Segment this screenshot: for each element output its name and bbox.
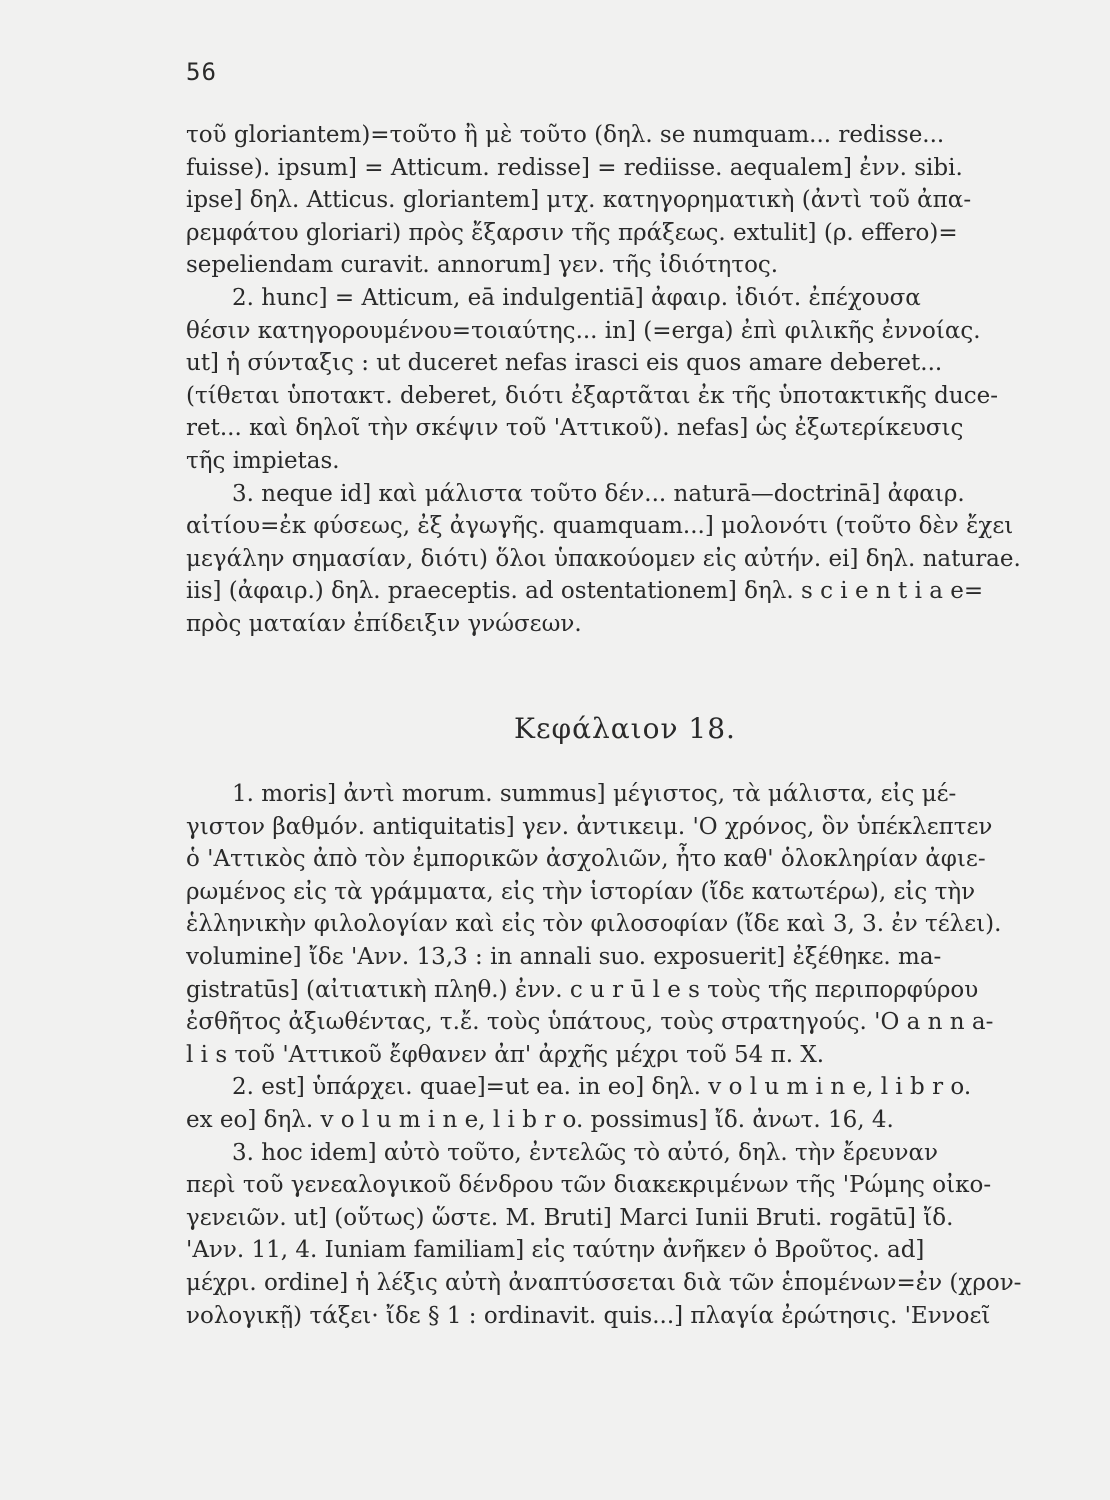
text-line: sepeliendam curavit. annorum] γεν. τῆς ἰδιότητος. bbox=[186, 252, 779, 279]
commentary-section-18 bbox=[186, 778, 1046, 1332]
text-line: τοῦ gloriantem)=τοῦτο ἢ μὲ τοῦτο (δηλ. se numquam... redisse... bbox=[186, 122, 945, 148]
page-number: 56 bbox=[186, 58, 217, 86]
text-line: νολογικῇ) τάξει· ἴδε § 1 : ordinavit. quis...] πλαγία ἐρώτησις. 'Εννοεῖ bbox=[186, 1302, 991, 1329]
text-line: 'Ανν. 11, 4. Iuniam familiam] εἰς ταύτην ἀνῆκεν ὁ Βροῦτος. ad] bbox=[186, 1237, 925, 1264]
text-line: 1. moris] ἀντὶ morum. summus] μέγιστος, τὰ μάλιστα, εἰς μέ- bbox=[232, 781, 957, 807]
text-line: ret... καὶ δηλοῖ τὴν σκέψιν τοῦ 'Αττικοῦ). nefas] ὡς ἐξωτερίκευσις bbox=[186, 415, 964, 442]
text-line: ρωμένος εἰς τὰ γράμματα, εἰς τὴν ἱστορίαν (ἴδε κατωτέρω), εἰς τὴν bbox=[186, 878, 976, 905]
text-line: περὶ τοῦ γενεαλογικοῦ δένδρου τῶν διακεκριμένων τῆς 'Ρώμης οἰκο- bbox=[186, 1172, 992, 1199]
text-line: l i s τοῦ 'Αττικοῦ ἔφθανεν ἀπ' ἀρχῆς μέχρι τοῦ 54 π. Χ. bbox=[186, 1041, 825, 1068]
text-line: μέχρι. ordine] ἡ λέξις αὐτὴ ἀναπτύσσεται διὰ τῶν ἑπομένων=ἐν (χρον- bbox=[186, 1269, 1022, 1296]
text-line: 2. hunc] = Atticum, eā indulgentiā] ἀφαιρ. ἰδιότ. ἐπέχουσα bbox=[232, 284, 921, 311]
text-line: τῆς impietas. bbox=[186, 447, 340, 474]
text-line: γενειῶν. ut] (οὕτως) ὥστε. M. Bruti] Marci Iunii Bruti. rogātū] ἴδ. bbox=[186, 1204, 954, 1231]
text-line: γιστον βαθμόν. antiquitatis] γεν. ἀντικειμ. 'Ο χρόνος, ὃν ὑπέκλεπτεν bbox=[186, 813, 993, 840]
text-line: αἰτίου=ἐκ φύσεως, ἐξ ἀγωγῆς. quamquam...] μολονότι (τοῦτο δὲν ἔχει bbox=[186, 513, 1014, 540]
text-line: πρὸς ματαίαν ἐπίδειξιν γνώσεων. bbox=[186, 610, 582, 637]
text-line: (τίθεται ὑποτακτ. deberet, διότι ἐξαρτᾶται ἐκ τῆς ὑποτακτικῆς duce- bbox=[186, 382, 998, 409]
text-line: iis] (ἀφαιρ.) δηλ. praeceptis. ad ostentationem] δηλ. s c i e n t i a e= bbox=[186, 578, 984, 605]
text-line: ἑλληνικὴν φιλολογίαν καὶ εἰς τὸν φιλοσοφίαν (ἴδε καὶ 3, 3. ἐν τέλει). bbox=[186, 911, 1002, 938]
text-line: 3. hoc idem] αὐτὸ τοῦτο, ἐντελῶς τὸ αὐτό, δηλ. τὴν ἔρευναν bbox=[232, 1139, 938, 1166]
text-line: 3. neque id] καὶ μάλιστα τοῦτο δέν... naturā—doctrinā] ἀφαιρ. bbox=[232, 480, 965, 507]
commentary-section-17 bbox=[186, 119, 1046, 641]
text-line: ut] ἡ σύνταξις : ut duceret nefas irasci eis quos amare deberet... bbox=[186, 350, 943, 377]
chapter-heading: Κεφάλαιον 18. bbox=[514, 712, 736, 745]
text-line: 2. est] ὑπάρχει. quae]=ut ea. in eo] δηλ. v o l u m i n e, l i b r o. bbox=[232, 1074, 972, 1101]
text-line: ἐσθῆτος ἀξιωθέντας, τ.ἔ. τοὺς ὑπάτους, τοὺς στρατηγούς. 'Ο a n n a- bbox=[186, 1009, 994, 1036]
text-line: gistratūs] (αἰτιατικὴ πληθ.) ἐνν. c u r ū l e s τοὺς τῆς περιπορφύρου bbox=[186, 976, 979, 1003]
text-line: ρεμφάτου gloriari) πρὸς ἔξαρσιν τῆς πράξεως. extulit] (ρ. effero)= bbox=[186, 219, 958, 246]
text-line: ipse] δηλ. Atticus. gloriantem] μτχ. κατηγορηματικὴ (ἀντὶ τοῦ ἀπα- bbox=[186, 187, 972, 214]
text-line: volumine] ἴδε 'Ανν. 13,3 : in annali suo. exposuerit] ἐξέθηκε. ma- bbox=[186, 943, 942, 970]
text-line: ὁ 'Αττικὸς ἀπὸ τὸν ἐμπορικῶν ἀσχολιῶν, ἦτο καθ' ὁλοκληρίαν ἀφιε- bbox=[186, 846, 986, 873]
text-line: fuisse). ipsum] = Atticum. redisse] = rediisse. aequalem] ἐνν. sibi. bbox=[186, 154, 963, 181]
text-line: ex eo] δηλ. v o l u m i n e, l i b r o. possimus] ἴδ. ἀνωτ. 16, 4. bbox=[186, 1106, 894, 1133]
text-line: θέσιν κατηγορουμένου=τοιαύτης... in] (=erga) ἐπὶ φιλικῆς ἐννοίας. bbox=[186, 317, 981, 344]
text-line: μεγάλην σημασίαν, διότι) ὅλοι ὑπακούομεν εἰς αὐτήν. ei] δηλ. naturae. bbox=[186, 545, 1021, 572]
